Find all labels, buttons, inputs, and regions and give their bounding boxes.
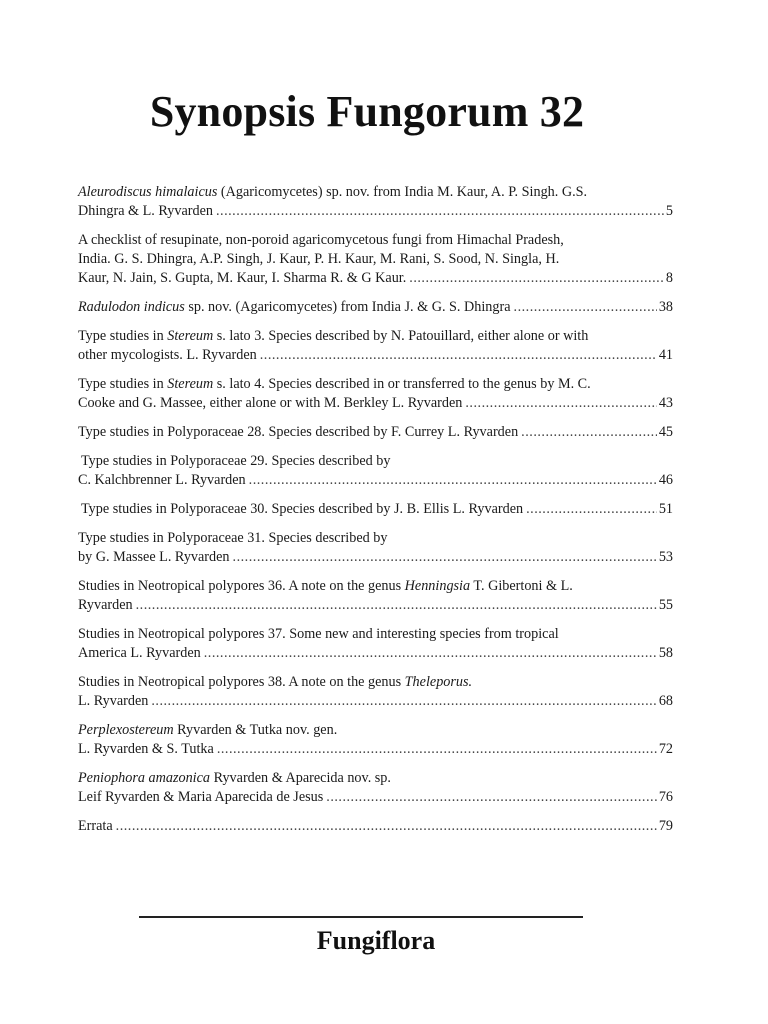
toc-entry-line: [78, 692, 673, 711]
italic-taxon-name: Aleurodiscus himalaicus: [78, 184, 218, 200]
toc-entry-text: [78, 231, 564, 250]
text-run: India. G. S. Dhingra, A.P. Singh, J. Kaur, P. H. Kaur, M. Rani, S. Sood, N. Singla, H.: [78, 251, 560, 267]
text-run: by G. Massee L. Ryvarden: [78, 549, 230, 565]
toc-entry-text: [81, 452, 390, 471]
toc-entry-line: [78, 375, 673, 394]
toc-entry-text: [78, 183, 587, 202]
page-number: 68: [658, 693, 673, 709]
text-run: s. lato 3. Species described by N. Patouillard, either alone or with: [213, 328, 589, 344]
toc-entry-line: [78, 817, 673, 836]
dot-leader: [326, 788, 657, 807]
toc-entry-text: [78, 740, 214, 759]
page-number: 51: [658, 501, 673, 517]
toc-entry: [78, 529, 673, 567]
toc-entry-text: [78, 692, 148, 711]
text-run: Studies in Neotropical polypores 36. A note on the genus: [78, 578, 405, 594]
text-run: Type studies in Polyporaceae 28. Species described by F. Currey L. Ryvarden: [78, 424, 519, 440]
toc-entry-line: [78, 269, 673, 288]
page-number: 79: [658, 818, 673, 834]
text-run: Type studies in: [78, 376, 168, 392]
text-run: Type studies in Polyporaceae 30. Species described by J. B. Ellis L. Ryvarden: [81, 501, 524, 517]
toc-entry-line: [78, 452, 673, 471]
dot-leader: [249, 471, 657, 490]
toc-entry-line: [78, 788, 673, 807]
toc-entry-line: [78, 423, 673, 442]
text-run: C. Kalchbrenner L. Ryvarden: [78, 472, 246, 488]
italic-taxon-name: Radulodon indicus: [78, 299, 185, 315]
toc-entry-text: [78, 346, 257, 365]
text-run: Type studies in: [78, 328, 168, 344]
dot-leader: [233, 548, 657, 567]
italic-taxon-name: Henningsia: [404, 578, 471, 594]
dot-leader: [409, 269, 664, 288]
page-title: Synopsis Fungorum 32: [149, 87, 585, 136]
toc-entry-line: [78, 250, 673, 269]
toc-entry-line: [78, 721, 673, 740]
toc-entry-line: [78, 394, 673, 413]
text-run: T. Gibertoni & L.: [470, 578, 573, 594]
toc-entry-text: [78, 298, 511, 317]
toc-entry-text: [78, 548, 230, 567]
text-run: Kaur, N. Jain, S. Gupta, M. Kaur, I. Sharma R. & G Kaur.: [78, 270, 407, 286]
toc-entry: [78, 721, 673, 759]
italic-taxon-name: Perplexostereum: [78, 722, 174, 738]
toc-entry-line: [78, 327, 673, 346]
toc-entry-line: [78, 596, 673, 615]
page-number: 38: [658, 299, 673, 315]
text-run: Ryvarden: [78, 597, 133, 613]
toc-entry: [78, 500, 673, 519]
toc-entry-line: [78, 500, 673, 519]
toc-entry-line: [78, 183, 673, 202]
toc-entry-text: [78, 788, 323, 807]
text-run: America L. Ryvarden: [78, 645, 201, 661]
toc-entry-line: [78, 548, 673, 567]
text-run: Type studies in Polyporaceae 31. Species described by: [78, 530, 388, 546]
toc-entry: [78, 577, 673, 615]
toc-entry: [78, 769, 673, 807]
toc-entry-line: [78, 471, 673, 490]
toc-entry-line: [78, 298, 673, 317]
toc-entry-text: [78, 577, 573, 596]
dot-leader: [217, 740, 657, 759]
toc-entry-text: [78, 269, 406, 288]
toc-entry-text: [78, 471, 246, 490]
toc-entry: [78, 327, 673, 365]
text-run: (Agaricomycetes) sp. nov. from India M. Kaur, A. P. Singh. G.S.: [217, 184, 588, 200]
toc-entry-text: [78, 423, 518, 442]
footer-divider: [139, 916, 583, 918]
page-number: 43: [658, 395, 673, 411]
italic-taxon-name: Stereum: [167, 328, 214, 344]
text-run: Studies in Neotropical polypores 37. Some new and interesting species from tropical: [78, 626, 559, 642]
toc-entry-text: [78, 375, 591, 394]
text-run: s. lato 4. Species described in or transferred to the genus by M. C.: [213, 376, 591, 392]
toc-entry-text: [78, 394, 462, 413]
toc-entry-line: [78, 644, 673, 663]
text-run: Cooke and G. Massee, either alone or with M. Berkley L. Ryvarden: [78, 395, 463, 411]
text-run: A checklist of resupinate, non-poroid agaricomycetous fungi from Himachal Pradesh,: [78, 232, 564, 248]
toc-entry-text: [78, 250, 559, 269]
page-number: 46: [658, 472, 673, 488]
toc-entry: [78, 298, 673, 317]
dot-leader: [526, 500, 657, 519]
toc-entry: [78, 423, 673, 442]
toc-entry-text: [78, 673, 472, 692]
toc-entry-line: [78, 625, 673, 644]
toc-entry: [78, 183, 673, 221]
toc-entry-line: [78, 202, 673, 221]
page-number: 41: [658, 347, 673, 363]
page-number: 45: [658, 424, 673, 440]
italic-taxon-name: Theleporus.: [404, 674, 473, 690]
page-number: 76: [658, 789, 673, 805]
dot-leader: [136, 596, 657, 615]
text-run: sp. nov. (Agaricomycetes) from India J. & G. S. Dhingra: [184, 299, 511, 315]
dot-leader: [260, 346, 657, 365]
table-of-contents: [78, 183, 673, 846]
text-run: L. Ryvarden: [78, 693, 149, 709]
dot-leader: [204, 644, 657, 663]
toc-entry-line: [78, 231, 673, 250]
page-number: 5: [665, 203, 673, 219]
page-number: 58: [658, 645, 673, 661]
toc-entry: [78, 231, 673, 288]
dot-leader: [514, 298, 657, 317]
toc-entry: [78, 375, 673, 413]
toc-entry-line: [78, 769, 673, 788]
dot-leader: [521, 423, 657, 442]
italic-taxon-name: Peniophora amazonica: [78, 770, 211, 786]
page-number: 8: [665, 270, 673, 286]
text-run: other mycologists. L. Ryvarden: [78, 347, 257, 363]
publisher-name: Fungiflora: [316, 926, 436, 955]
dot-leader: [151, 692, 656, 711]
toc-entry: [78, 625, 673, 663]
page-number: 55: [658, 597, 673, 613]
dot-leader: [216, 202, 664, 221]
toc-entry-text: [78, 529, 387, 548]
text-run: Ryvarden & Tutka nov. gen.: [173, 722, 338, 738]
toc-entry-text: [78, 327, 588, 346]
italic-taxon-name: Stereum: [167, 376, 214, 392]
toc-entry-line: [78, 740, 673, 759]
toc-entry: [78, 673, 673, 711]
toc-entry-text: [81, 500, 523, 519]
toc-entry: [78, 817, 673, 836]
toc-entry-line: [78, 346, 673, 365]
toc-entry-text: [78, 625, 559, 644]
toc-entry: [78, 452, 673, 490]
toc-entry-text: [78, 817, 113, 836]
text-run: Leif Ryvarden & Maria Aparecida de Jesus: [78, 789, 324, 805]
page-number: 53: [658, 549, 673, 565]
text-run: Dhingra & L. Ryvarden: [78, 203, 213, 219]
toc-entry-line: [78, 673, 673, 692]
toc-entry-text: [78, 596, 133, 615]
text-run: Studies in Neotropical polypores 38. A note on the genus: [78, 674, 405, 690]
page-number: 72: [658, 741, 673, 757]
dot-leader: [116, 817, 657, 836]
text-run: Errata: [78, 818, 113, 834]
text-run: Type studies in Polyporaceae 29. Species described by: [81, 453, 391, 469]
text-run: Ryvarden & Aparecida nov. sp.: [210, 770, 391, 786]
toc-entry-text: [78, 769, 391, 788]
text-run: L. Ryvarden & S. Tutka: [78, 741, 214, 757]
dot-leader: [465, 394, 656, 413]
toc-entry-line: [78, 577, 673, 596]
toc-entry-line: [78, 529, 673, 548]
toc-entry-text: [78, 721, 337, 740]
toc-entry-text: [78, 202, 213, 221]
toc-entry-text: [78, 644, 201, 663]
